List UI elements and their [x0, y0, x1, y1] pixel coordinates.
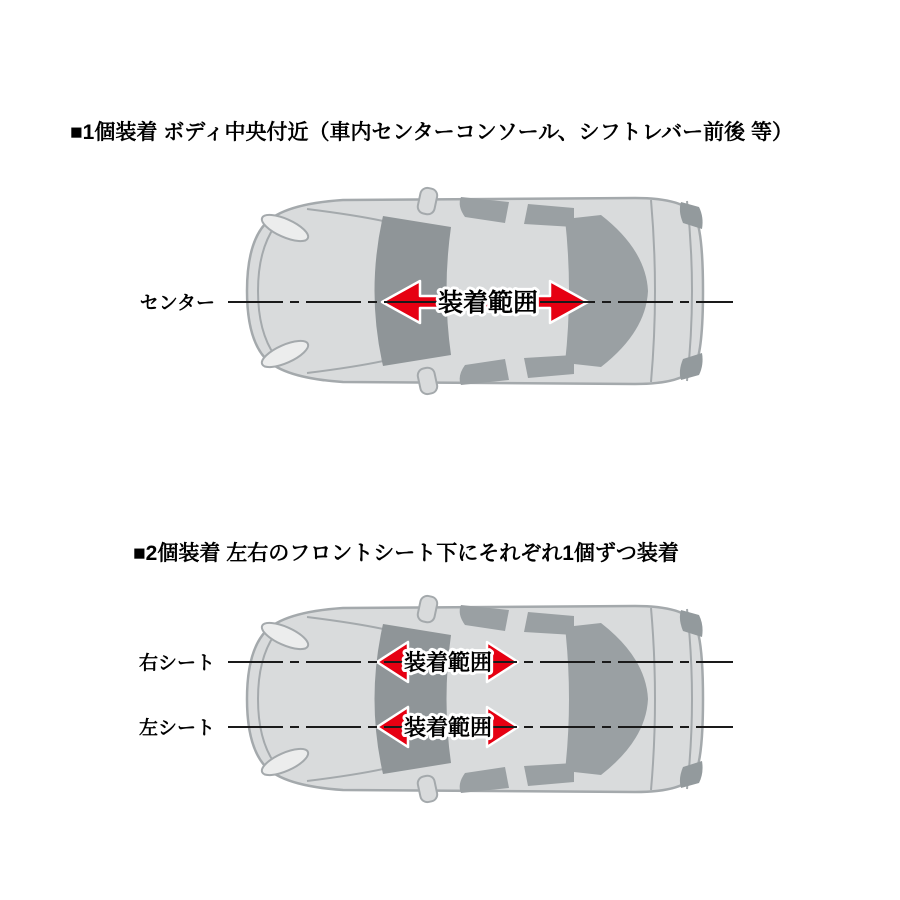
diagram-two-units — [110, 575, 800, 835]
center-label: センター — [139, 293, 215, 314]
install-range-label: 装着範囲 — [437, 289, 539, 317]
left-seat-label: 左シート — [138, 718, 215, 739]
diagram-single-unit — [110, 170, 800, 430]
section1-heading: ■1個装着 ボディ中央付近（車内センターコンソール、シフトレバー前後 等） — [70, 121, 793, 144]
car-illustration — [247, 595, 703, 804]
install-range-label-left-seat: 装着範囲 — [403, 715, 493, 740]
section2-heading: ■2個装着 左右のフロントシート下にそれぞれ1個ずつ装着 — [133, 542, 679, 565]
install-range-label-right-seat: 装着範囲 — [403, 650, 493, 675]
right-seat-label: 右シート — [138, 653, 215, 674]
